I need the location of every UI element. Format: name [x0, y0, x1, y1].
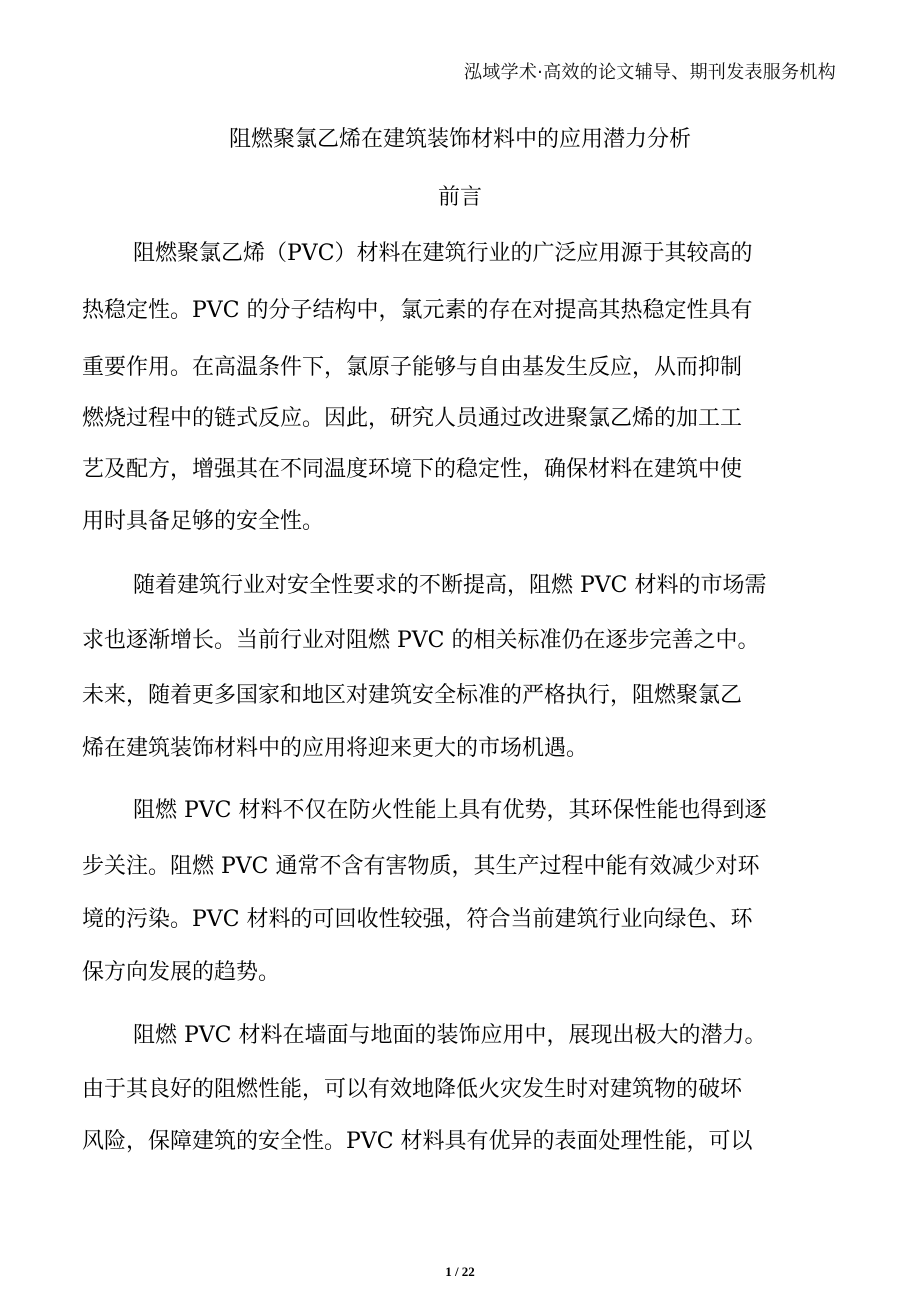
paragraph-line: 境的污染。PVC 材料的可回收性较强，符合当前建筑行业向绿色、环 [82, 907, 753, 932]
paragraph-line: 风险，保障建筑的安全性。PVC 材料具有优异的表面处理性能，可以 [82, 1129, 753, 1154]
paragraph-line: 求也逐渐增长。当前行业对阻燃 PVC 的相关标准仍在逐步完善之中。 [82, 628, 760, 653]
paragraph-line: 由于其良好的阻燃性能，可以有效地降低火灾发生时对建筑物的破坏 [82, 1077, 743, 1102]
paragraph-line: 保方向发展的趋势。 [82, 960, 281, 985]
paragraph-line: 艺及配方，增强其在不同温度环境下的稳定性，确保材料在建筑中使 [82, 457, 743, 482]
paragraph-line: 用时具备足够的安全性。 [82, 509, 325, 534]
paragraph-line: 步关注。阻燃 PVC 通常不含有害物质，其生产过程中能有效减少对环 [82, 854, 760, 879]
paragraph-line: 燃烧过程中的链式反应。因此，研究人员通过改进聚氯乙烯的加工工 [82, 406, 743, 431]
section-heading: 前言 [437, 185, 482, 210]
paragraph-line: 随着建筑行业对安全性要求的不断提高，阻燃 PVC 材料的市场需 [133, 573, 767, 598]
paragraph-line: 阻燃聚氯乙烯（PVC）材料在建筑行业的广泛应用源于其较高的 [133, 241, 753, 266]
paragraph-line: 未来，随着更多国家和地区对建筑安全标准的严格执行，阻燃聚氯乙 [82, 683, 743, 708]
page-header: 泓域学术·高效的论文辅导、期刊发表服务机构 [463, 62, 836, 83]
document-title: 阻燃聚氯乙烯在建筑装饰材料中的应用潜力分析 [228, 127, 691, 152]
page-number: 1 / 22 [445, 1264, 475, 1279]
paragraph-line: 阻燃 PVC 材料在墙面与地面的装饰应用中，展现出极大的潜力。 [133, 1023, 767, 1048]
paragraph-line: 重要作用。在高温条件下，氯原子能够与自由基发生反应，从而抑制 [82, 355, 743, 380]
paragraph-line: 热稳定性。PVC 的分子结构中，氯元素的存在对提高其热稳定性具有 [82, 298, 753, 323]
paragraph-line: 烯在建筑装饰材料中的应用将迎来更大的市场机遇。 [82, 736, 589, 761]
paragraph-line: 阻燃 PVC 材料不仅在防火性能上具有优势，其环保性能也得到逐 [133, 798, 767, 823]
